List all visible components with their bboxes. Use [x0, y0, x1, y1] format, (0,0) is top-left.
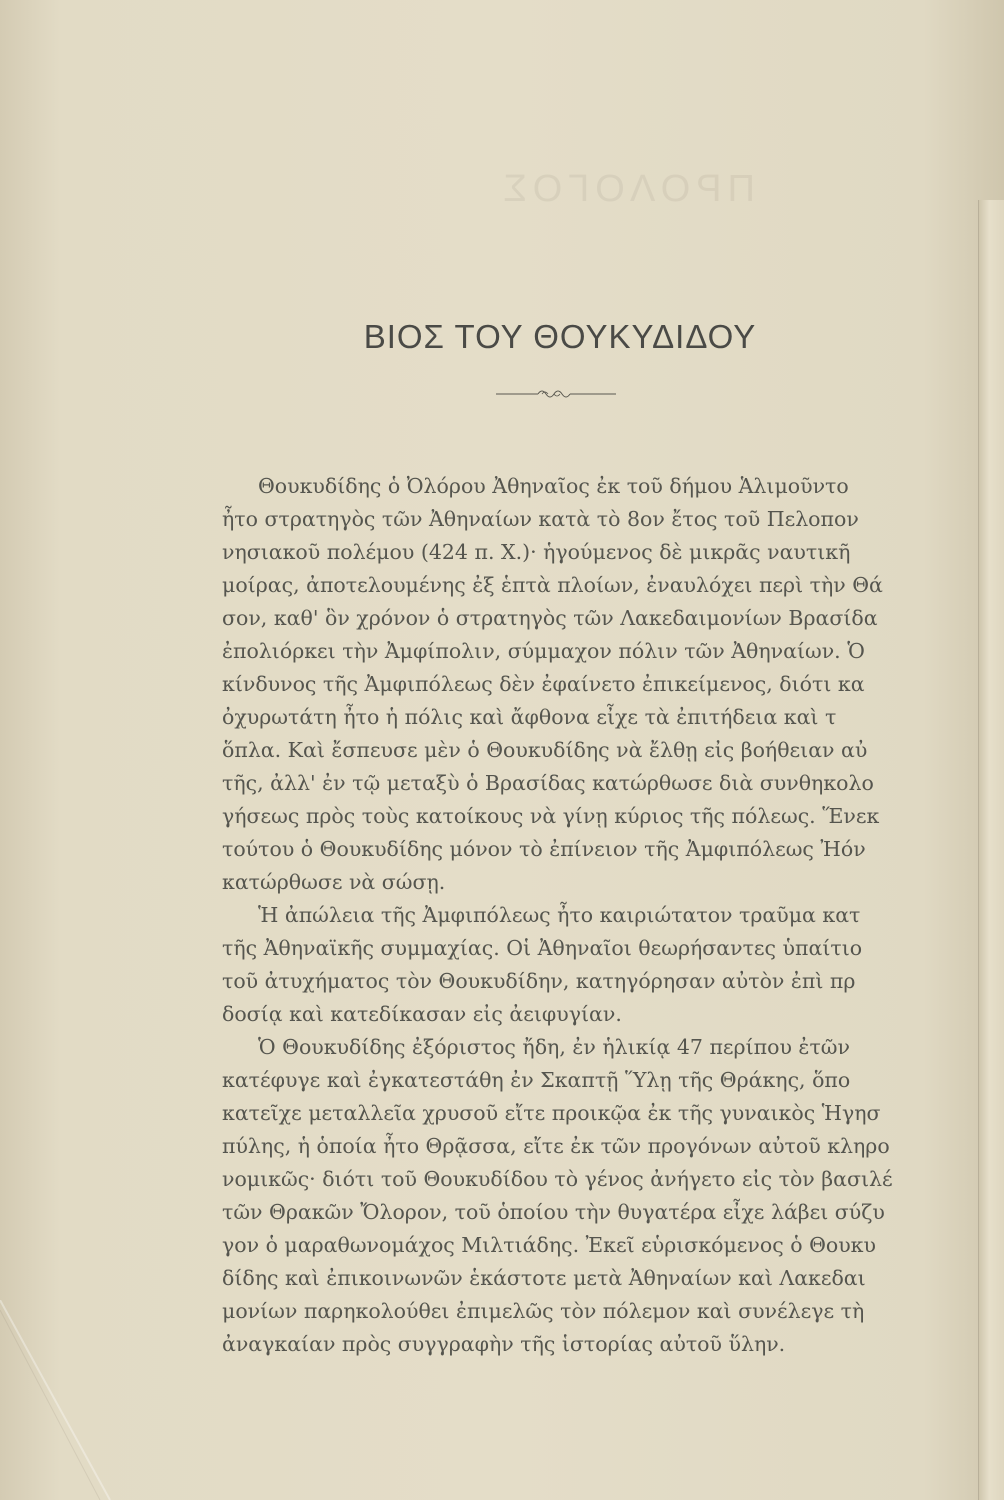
text-line: δοσίᾳ καὶ κατεδίκασαν εἰς ἀειφυγίαν.	[222, 1002, 622, 1026]
text-line: κατέφυγε καὶ ἐγκατεστάθη ἐν Σκαπτῇ Ὕλῃ τῆς Θράκης, ὅπο	[222, 1068, 851, 1092]
paragraph-3	[222, 1031, 992, 1361]
text-line: ὅπλα. Καὶ ἔσπευσε μὲν ὁ Θουκυδίδης νὰ ἔλθῃ εἰς βοήθειαν αὐ	[222, 738, 868, 762]
next-page-edge	[978, 200, 1004, 1500]
text-line: μοίρας, ἀποτελουμένης ἐξ ἑπτὰ πλοίων, ἐναυλόχει περὶ τὴν Θά	[222, 573, 883, 597]
text-line: τῆς, ἀλλ' ἐν τῷ μεταξὺ ὁ Βρασίδας κατώρθωσε διὰ συνθηκολο	[222, 771, 874, 795]
text-line: τῆς Ἀθηναϊκῆς συμμαχίας. Οἱ Ἀθηναῖοι θεωρήσαντες ὑπαίτιο	[222, 936, 863, 960]
page-title: ΒΙΟΣ ΤΟΥ ΘΟΥΚΥΔΙΔΟΥ	[363, 318, 757, 355]
text-line: τούτου ὁ Θουκυδίδης μόνον τὸ ἐπίνειον τῆς Ἀμφιπόλεως Ἠόν	[222, 837, 866, 861]
text-line: ὀχυρωτάτη ἦτο ἡ πόλις καὶ ἄφθονα εἶχε τὰ ἐπιτήδεια καὶ τ	[222, 705, 837, 729]
body-text	[222, 470, 992, 1361]
text-line: ἀναγκαίαν πρὸς συγγραφὴν τῆς ἱστορίας αὐτοῦ ὕλην.	[222, 1332, 786, 1356]
text-line: νομικῶς· διότι τοῦ Θουκυδίδου τὸ γένος ἀνήγετο εἰς τὸν βασιλέ	[222, 1167, 893, 1191]
text-line: σον, καθ' ὃν χρόνον ὁ στρατηγὸς τῶν Λακεδαιμονίων Βρασίδα	[222, 606, 878, 630]
text-line: κατώρθωσε νὰ σώσῃ.	[222, 870, 446, 894]
text-line: νησιακοῦ πολέμου (424 π. Χ.)· ἡγούμενος δὲ μικρᾶς ναυτικῆ	[222, 540, 851, 564]
text-line: Ὁ Θουκυδίδης ἐξόριστος ἤδη, ἐν ἡλικίᾳ 47 περίπου ἐτῶν	[258, 1035, 850, 1059]
text-line: γήσεως πρὸς τοὺς κατοίκους νὰ γίνῃ κύριος τῆς πόλεως. Ἕνεκ	[222, 804, 880, 828]
text-line: τῶν Θρακῶν Ὄλορον, τοῦ ὁποίου τὴν θυγατέρα εἶχε λάβει σύζυ	[222, 1200, 885, 1224]
text-line: Ἡ ἀπώλεια τῆς Ἀμφιπόλεως ἦτο καιριώτατον τραῦμα κατ	[258, 903, 861, 927]
text-line: κατεῖχε μεταλλεῖα χρυσοῦ εἴτε προικῷα ἐκ τῆς γυναικὸς Ἡγησ	[222, 1101, 881, 1125]
text-line: τοῦ ἀτυχήματος τὸν Θουκυδίδην, κατηγόρησαν αὐτὸν ἐπὶ πρ	[222, 969, 856, 993]
text-line: κίνδυνος τῆς Ἀμφιπόλεως δὲν ἐφαίνετο ἐπικείμενος, διότι κα	[222, 672, 865, 696]
text-line: μονίων παρηκολούθει ἐπιμελῶς τὸν πόλεμον καὶ συνέλεγε τὴ	[222, 1299, 865, 1323]
bleed-through-title: ΠΡΟΛΟΓΟΣ	[497, 168, 755, 210]
text-line: ἐπολιόρκει τὴν Ἀμφίπολιν, σύμμαχον πόλιν τῶν Ἀθηναίων. Ὁ	[222, 639, 865, 663]
text-line: πύλης, ἡ ὁποία ἦτο Θρᾷσσα, εἴτε ἐκ τῶν προγόνων αὐτοῦ κληρο	[222, 1134, 890, 1158]
title-ornament	[496, 385, 616, 401]
paragraph-1	[222, 470, 992, 899]
page-crease	[0, 1300, 120, 1500]
text-line: Θουκυδίδης ὁ Ὀλόρου Ἀθηναῖος ἐκ τοῦ δήμου Ἁλιμοῦντο	[258, 474, 849, 498]
text-line: δίδης καὶ ἐπικοινωνῶν ἑκάστοτε μετὰ Ἀθηναίων καὶ Λακεδαι	[222, 1266, 866, 1290]
text-line: ἦτο στρατηγὸς τῶν Ἀθηναίων κατὰ τὸ 8ον ἔτος τοῦ Πελοπον	[222, 507, 859, 531]
text-line: γον ὁ μαραθωνομάχος Μιλτιάδης. Ἐκεῖ εὑρισκόμενος ὁ Θουκυ	[222, 1233, 876, 1257]
paragraph-2	[222, 899, 992, 1031]
